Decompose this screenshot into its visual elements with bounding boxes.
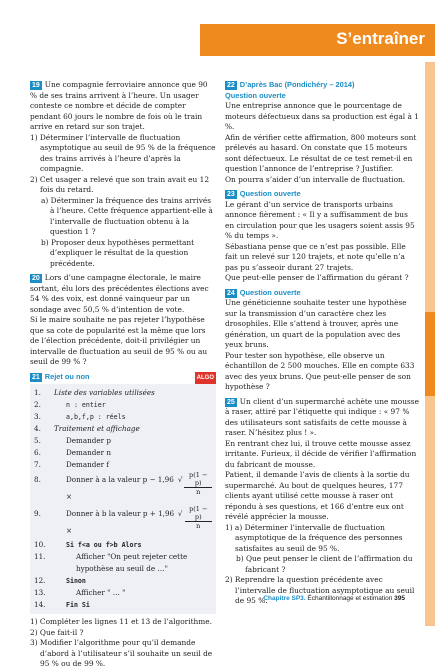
fraction	[185, 505, 212, 539]
right-column	[225, 80, 419, 607]
question-item: 2) Que fait-il ?	[30, 627, 84, 637]
line-number: 5.	[34, 436, 41, 445]
algorithm-line	[34, 423, 212, 435]
algorithm-line	[34, 387, 212, 399]
line-text: Liste des variables utilisées	[54, 388, 155, 397]
exercise-number: 23	[227, 191, 235, 198]
line-text: Afficher "On peut rejeter cette hypothèse au seuil de …"	[76, 552, 188, 573]
footer-title: Échantillonnage et estimation	[307, 595, 393, 602]
section-title: S’entraîner	[336, 29, 425, 48]
exercise-text: Sébastiana pense que ce n’est pas possible. Elle fait un relevé sur 120 trajets, et note qu’elle n’a pas pu s’asseoir durant 27 trajets.	[225, 241, 406, 272]
fraction-numerator: p(1 − p)	[185, 505, 212, 522]
line-number: 11.	[34, 552, 46, 561]
algorithm-line	[34, 435, 212, 447]
fraction-denominator: n	[196, 488, 201, 496]
exercise-text: On pourra s’aider d’un intervalle de fluctuation.	[225, 174, 406, 184]
question-item: 1) a) Déterminer l’intervalle de fluctuation asymptotique de la fréquence des personnes satisfaites au seuil de 95 %.	[225, 522, 403, 553]
line-text: Fin Si	[66, 601, 90, 609]
sub-question-item: a) Déterminer la fréquence des trains arrivés à l’heure. Cette fréquence appartient-elle à l’intervalle de fluctuation obtenu à la question 1 ?	[41, 195, 213, 236]
exercise-title: Rejet ou non	[44, 371, 90, 381]
exercise-text: Un client d’un supermarché achète une mousse à raser, attiré par l’étiquette qui indique : « 97 % des utilisateurs sont satisfaits de cette mousse à raser. N’hésitez plus ! ».	[225, 396, 419, 437]
question-item: 3) Modifier l’algorithme pour qu’il demande d’abord à l’utilisateur s’il souhaite un seuil de 95 % ou de 99 %.	[30, 638, 213, 668]
exercise-25	[225, 397, 419, 439]
line-number: 9.	[34, 509, 41, 518]
exercise-number: 24	[227, 289, 235, 297]
line-number: 12.	[34, 576, 46, 585]
exercise-number: 20	[32, 275, 40, 282]
exercise-19	[30, 80, 216, 133]
algorithm-line	[34, 399, 212, 411]
page-footer	[263, 595, 405, 602]
question-item: 2) Cet usager a relevé que son train avait eu 12 fois du retard.	[30, 174, 210, 194]
exercise-text: Le gérant d’un service de transports urbains annonce fièrement : « Il y a suffisamment de bus en circulation pour que les usagers soient assis 95 % du temps ».	[225, 199, 415, 240]
sqrt-sign: √	[177, 509, 183, 518]
algo-badge: ALGO	[195, 372, 216, 385]
exercise-text: Une entreprise annonce que le pourcentage de moteurs défectueux dans sa production est égal à 1 %.	[225, 101, 419, 131]
line-number: 7.	[34, 460, 41, 469]
line-number: 8.	[34, 475, 41, 484]
algorithm-line	[34, 539, 212, 551]
exercise-number: 19	[32, 82, 40, 89]
question-item: 1) Déterminer l’intervalle de fluctuation asymptotique au seuil de 95 % de la fréquence des trains arrivés à l’heure d’après la compagnie.	[30, 132, 216, 173]
line-text: Afficher " … "	[76, 588, 126, 597]
line-number: 10.	[34, 540, 46, 549]
exercise-text: Que peut-elle penser de l’affirmation du gérant ?	[225, 273, 409, 282]
line-number: 14.	[34, 600, 46, 609]
algorithm-line	[34, 471, 212, 505]
fraction-numerator: p(1 − p)	[184, 471, 212, 488]
line-text: a,b,f,p : réels	[66, 413, 126, 421]
algorithm-line	[34, 459, 212, 471]
question-item: 2) Reprendre la question précédente avec l’intervalle de fluctuation asymptotique au seuil de 95 %.	[225, 575, 415, 605]
page-number: 395	[394, 595, 405, 602]
exercise-title: Question ouverte	[239, 287, 301, 297]
side-tab-marker	[425, 312, 435, 396]
line-text: Sinon	[66, 577, 86, 585]
line-number: 2.	[34, 400, 41, 409]
exercise-text: En rentrant chez lui, il trouve cette mousse assez irritante. Furieux, il décide de vérifier l’affirmation du fabricant de mousse.	[225, 438, 417, 469]
line-text: Demander f	[66, 460, 109, 469]
algorithm-box	[30, 384, 216, 614]
exercise-text: Patient, il demande l’avis de clients à la sortie du supermarché. Au bout de quelques heures, 177 clients ayant utilisé cette mousse à raser ont répondu à ses questions, et 166 d’entre eux ont révélé apprécier la mousse.	[225, 470, 410, 521]
exercise-number: 21	[32, 373, 40, 381]
exercise-20	[30, 273, 216, 315]
line-text: Demander n	[66, 448, 111, 457]
sub-question-item: b) Que peut penser le client de l’affirmation du fabricant ?	[236, 554, 413, 574]
exercise-22-header	[225, 80, 419, 91]
line-text: Donner à a la valeur p − 1,96 ×	[66, 475, 174, 501]
line-text: Si f<a ou f>b Alors	[66, 541, 142, 549]
line-number: 3.	[34, 412, 41, 421]
fraction	[184, 471, 212, 505]
line-number: 13.	[34, 588, 46, 597]
question-item: 1) Compléter les lignes 11 et 13 de l’algorithme.	[30, 617, 213, 626]
exercise-text: Une compagnie ferroviaire annonce que 90 % de ses trains arrivent à l’heure. Un usager conteste ce nombre et décide de compter pendant 60 jours le nombre de fois où le train arrive en retard sur son trajet.	[30, 80, 208, 131]
algorithm-line	[34, 587, 212, 599]
algorithm-line	[34, 447, 212, 459]
algorithm-line	[34, 551, 212, 575]
sqrt-sign: √	[177, 475, 183, 484]
line-text: Donner à b la valeur p + 1,96 ×	[66, 509, 175, 535]
footer-chapter: Chapitre SP3.	[263, 595, 306, 602]
algorithm-line	[34, 411, 212, 423]
sub-question-item: b) Proposer deux hypothèses permettant d’expliquer le résultat de la question précédente.	[41, 237, 195, 268]
exercise-number: 25	[227, 398, 235, 406]
line-number: 4.	[34, 424, 41, 433]
exercise-number: 22	[227, 82, 235, 89]
algorithm-line	[34, 575, 212, 587]
algorithm-line	[34, 599, 212, 611]
line-number: 6.	[34, 448, 41, 457]
exercise-subtitle: Question ouverte	[225, 90, 286, 100]
exercise-title: D’après Bac (Pondichéry – 2014)	[239, 80, 355, 89]
algorithm-line	[34, 505, 212, 539]
exercise-text: Une généticienne souhaite tester une hypothèse sur la transmission d’un caractère chez les drosophiles. Elle s’attend à trouver, après une génération, un quart de la population avec des yeux bruns.	[225, 298, 407, 349]
line-text: Traitement et affichage	[54, 424, 140, 433]
left-column	[30, 80, 216, 670]
exercise-text: Afin de vérifier cette affirmation, 800 moteurs sont prélevés au hasard. On constate que 15 moteurs sont défectueux. Le résultat de ce test remet-il en question l’annonce de l’entreprise ? Justifier.	[225, 132, 417, 173]
exercise-text: Pour tester son hypothèse, elle observe un échantillon de 2 500 mouches. Elle en compte 633 avec des yeux bruns. Que peut-elle penser de son hypothèse ?	[225, 350, 415, 391]
exercise-21-header	[30, 372, 216, 383]
exercise-title: Question ouverte	[239, 189, 301, 198]
exercise-text: Si le maire souhaite ne pas rejeter l’hypothèse que sa cote de popularité est la même que lors de l’élection précédente, doit-il privilégier un intervalle de fluctuation au seuil de 95 % ou au seuil de 99 % ?	[30, 315, 208, 366]
line-text: n : entier	[66, 401, 106, 409]
section-banner	[200, 24, 435, 56]
fraction-denominator: n	[196, 522, 201, 530]
exercise-23-header	[225, 189, 419, 200]
line-number: 1.	[34, 388, 41, 397]
line-text: Demander p	[66, 436, 111, 445]
exercise-text: Lors d’une campagne électorale, le maire sortant, élu lors des précédentes élections avec 54 % des voix, est donné vainqueur par un sondage avec 50,5 % d’intention de vote.	[30, 273, 209, 314]
exercise-24-header	[225, 288, 419, 299]
